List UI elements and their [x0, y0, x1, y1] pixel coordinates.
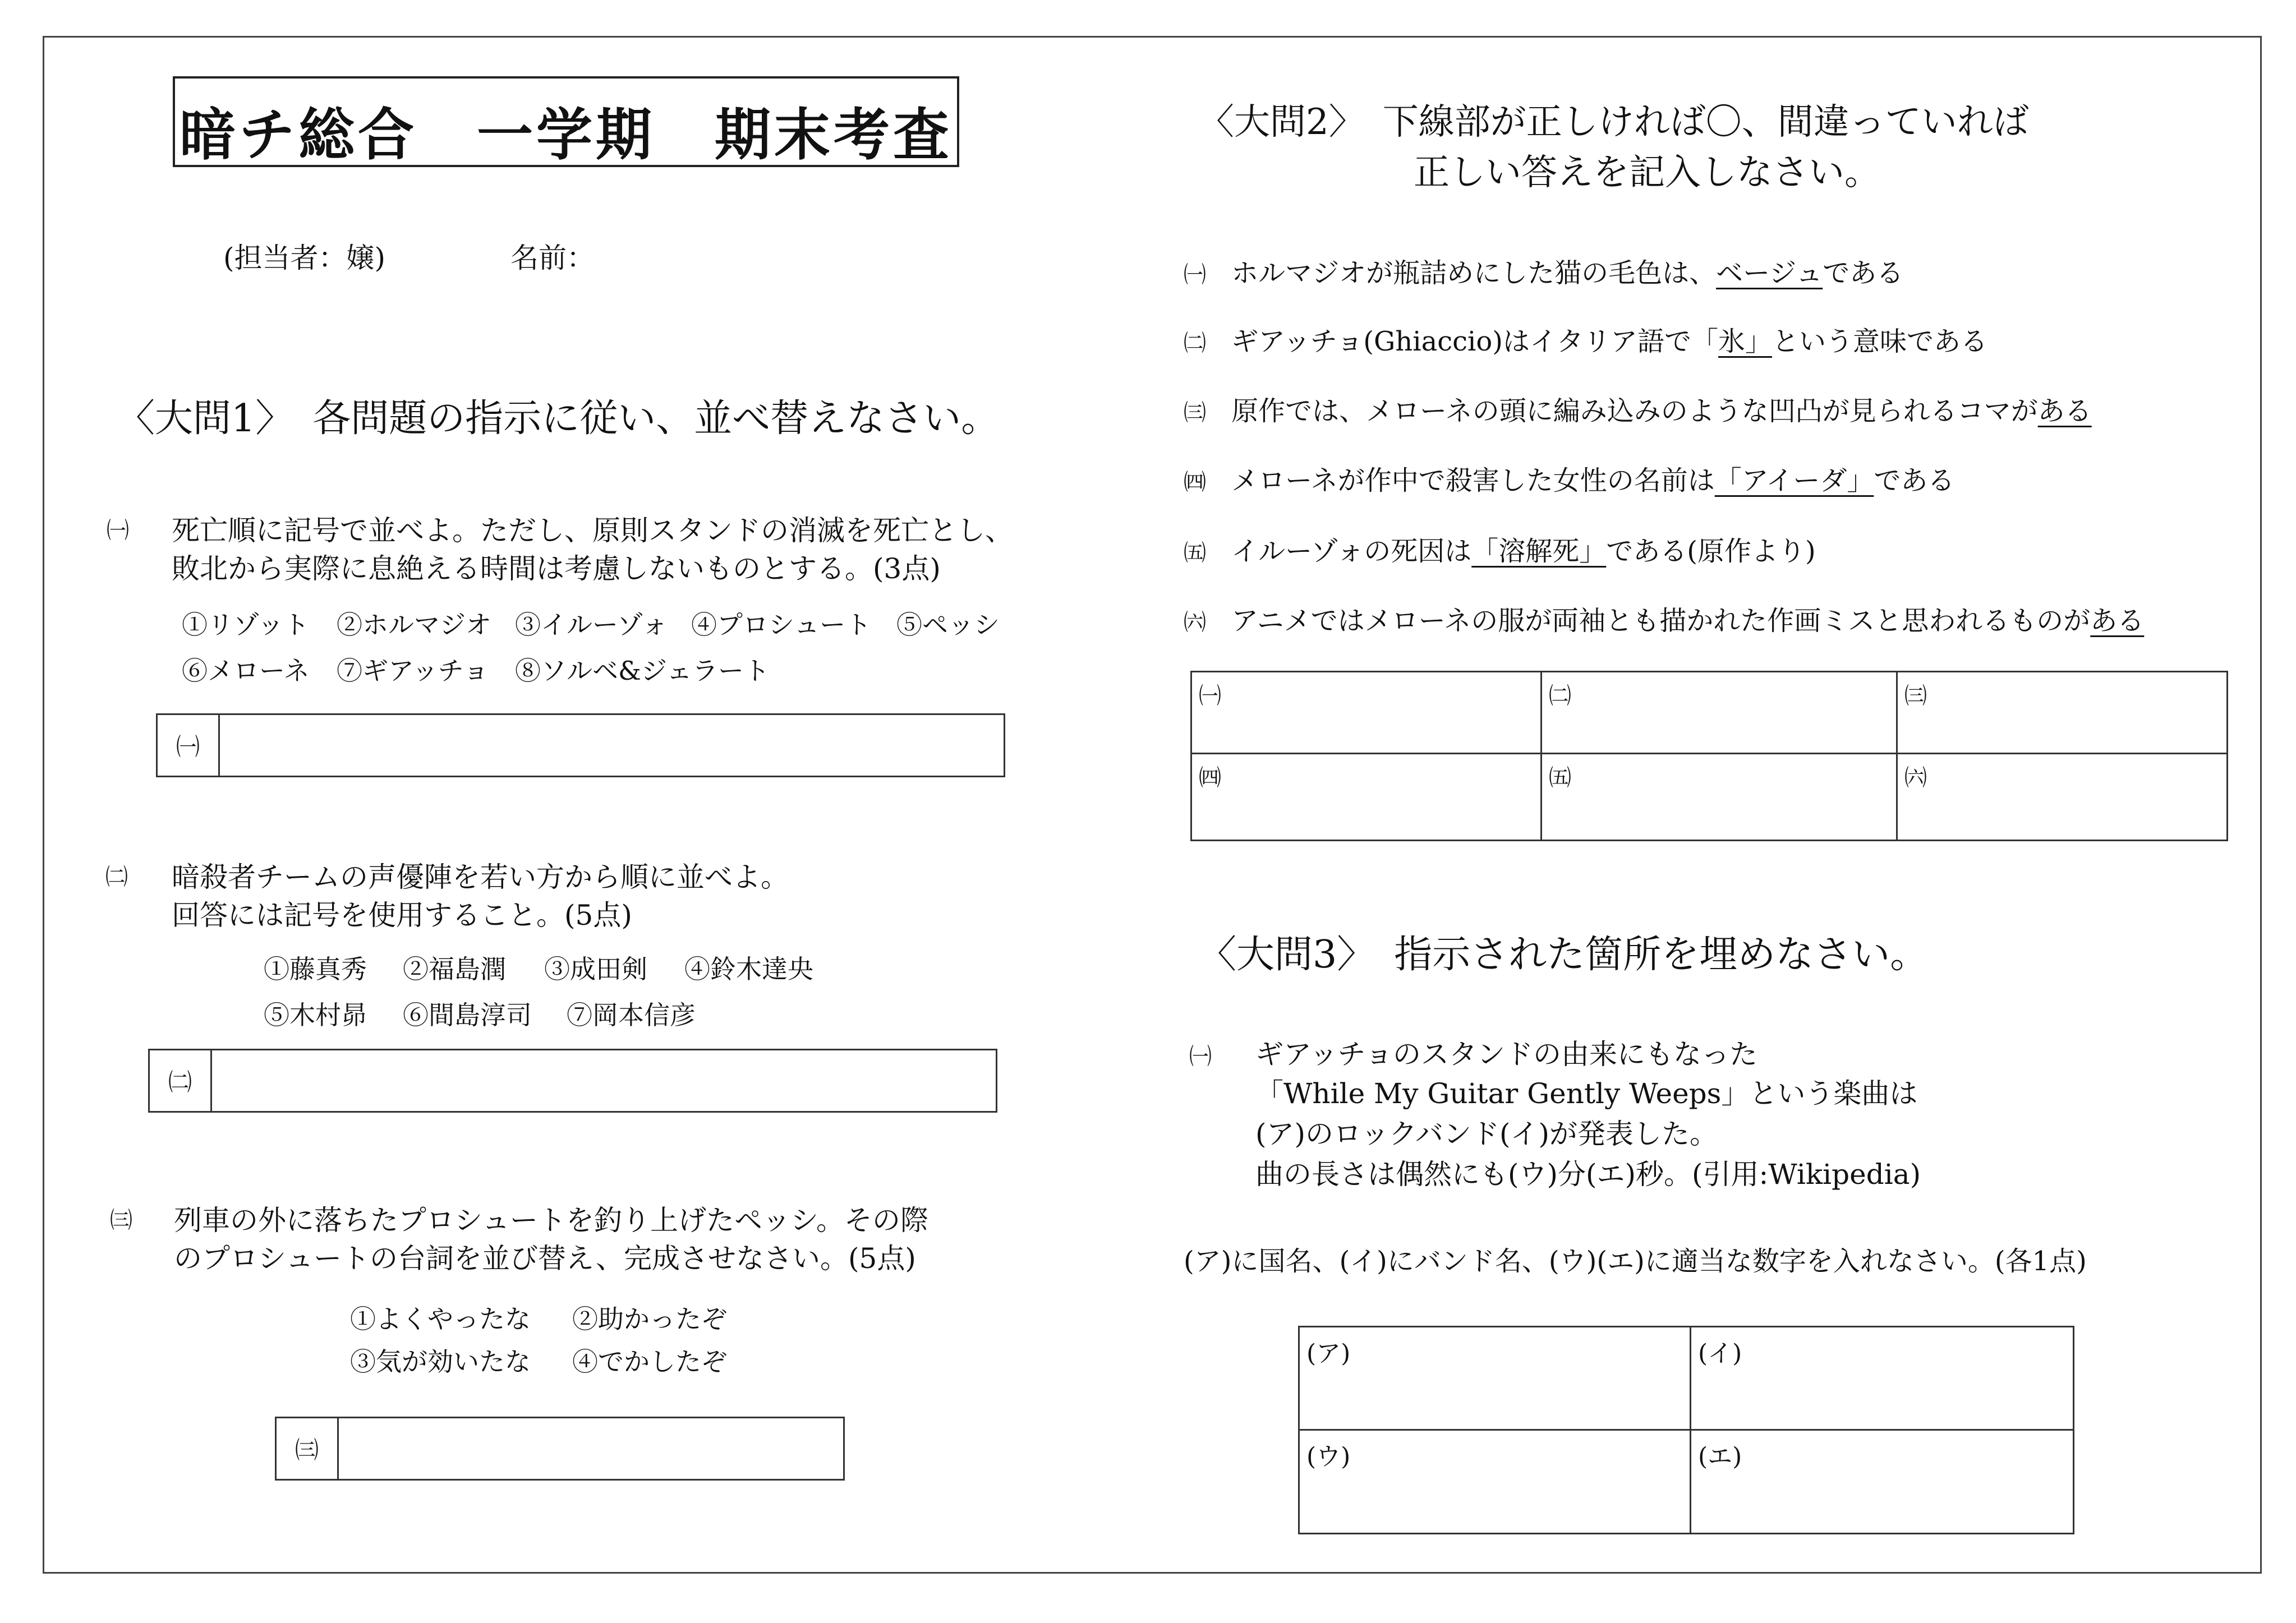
s2-item-text: メローネが作中で殺害した女性の名前は	[1231, 465, 1715, 496]
s3-answer-cell-label: (イ)	[1698, 1339, 1742, 1368]
teacher-label: (担当者：嬢)	[223, 242, 386, 274]
s1-q2-line1: 暗殺者チームの声優陣を若い方から順に並べよ。	[172, 861, 789, 893]
s1-q3-line1: 列車の外に落ちたプロシュートを釣り上げたペッシ。その際	[174, 1204, 928, 1237]
s1-q2-option: ⑥間島淳司	[403, 1000, 532, 1030]
s3-q1-line4: 曲の長さは偶然にも(ウ)分(エ)秒。(引用:Wikipedia)	[1255, 1158, 1921, 1191]
s2-item-mark: ㈡	[1184, 330, 1206, 356]
s3-answer-cell-label: (ウ)	[1306, 1442, 1351, 1471]
s1-q1-mark: ㈠	[107, 518, 129, 543]
s3-answer-cell-label: (エ)	[1698, 1442, 1742, 1471]
section2-heading-line2: 正しい答えを記入しなさい。	[1414, 152, 1880, 193]
s1-q3-option: ②助かったぞ	[572, 1304, 727, 1334]
s1-q2-option: ④鈴木達央	[684, 954, 813, 984]
s1-q1-line1: 死亡順に記号で並べよ。ただし、原則スタンドの消滅を死亡とし、	[172, 514, 1013, 547]
s2-item-underlined: ある	[2037, 395, 2092, 427]
s2-item	[1184, 529, 1816, 568]
answer-box-label: ㈢	[277, 1418, 339, 1479]
answer-box-label: ㈠	[158, 715, 220, 776]
s2-item-text: ギアッチョ(Ghiaccio)はイタリア語で「	[1231, 326, 1718, 357]
s1-q3-mark: ㈢	[110, 1207, 132, 1233]
s2-answer-cell-label: ㈣	[1199, 765, 1221, 791]
section1-heading: 〈大問1〉 各問題の指示に従い、並べ替えなさい。	[117, 396, 1000, 441]
s2-item-underlined: ある	[2090, 605, 2145, 637]
s2-item	[1184, 459, 1954, 497]
s1-q3-line2: のプロシュートの台詞を並び替え、完成させなさい。(5点)	[174, 1242, 916, 1275]
s2-item-mark: ㈢	[1184, 400, 1206, 426]
s2-item-underlined: 「溶解死」	[1471, 536, 1607, 567]
s3-q1-line2: 「While My Guitar Gently Weeps」という楽曲は	[1255, 1077, 1918, 1110]
s2-item-text: である(原作より)	[1606, 536, 1816, 567]
s1-q3-option: ③気が効いたな	[350, 1347, 531, 1377]
s1-q1-option: ⑦ギアッチョ	[337, 656, 489, 686]
s1-q1-option: ⑥メローネ	[182, 656, 310, 686]
s2-item-mark: ㈤	[1184, 540, 1206, 566]
s2-item-text: である	[1823, 257, 1904, 289]
s2-answer-cell-label: ㈡	[1549, 683, 1571, 709]
answer-box-label: ㈡	[150, 1050, 212, 1111]
s2-item-text: 原作では、メローネの頭に編み込みのような凹凸が見られるコマが	[1231, 395, 2038, 427]
s1-q1-line2: 敗北から実際に息絶える時間は考慮しないものとする。(3点)	[172, 552, 941, 585]
s1-q2-option: ①藤真秀	[264, 954, 367, 984]
s3-answer-cell[interactable]	[1300, 1327, 1691, 1431]
s3-answer-cell[interactable]	[1691, 1431, 2073, 1533]
s3-answer-cell-label: (ア)	[1306, 1339, 1351, 1368]
s1-q3-option: ④でかしたぞ	[572, 1347, 727, 1377]
s1-q2-answer-box[interactable]	[148, 1049, 997, 1113]
s3-q1-line3: (ア)のロックバンド(イ)が発表した。	[1255, 1118, 1718, 1150]
s3-instruction: (ア)に国名、(イ)にバンド名、(ウ)(エ)に適当な数字を入れなさい。(各1点)	[1184, 1246, 2087, 1277]
s1-q1-option: ②ホルマジオ	[337, 610, 491, 640]
s2-item-underlined: 氷」	[1718, 326, 1773, 357]
s2-item-text: アニメではメローネの服が両袖とも描かれた作画ミスと思われるものが	[1231, 605, 2091, 637]
s3-q1-line1: ギアッチョのスタンドの由来にもなった	[1255, 1038, 1757, 1071]
s2-item-mark: ㈠	[1184, 262, 1206, 288]
s2-answer-cell-label: ㈤	[1549, 765, 1571, 791]
s2-answer-cell[interactable]	[1898, 672, 2226, 754]
s2-answer-cell[interactable]	[1192, 754, 1542, 840]
s1-q2-option: ③成田剣	[544, 954, 647, 984]
exam-title: 暗チ総合 一学期 期末考査	[180, 102, 953, 168]
s3-answer-cell[interactable]	[1300, 1431, 1691, 1533]
s2-item-text: イルーゾォの死因は	[1231, 536, 1472, 567]
s1-q2-line2: 回答には記号を使用すること。(5点)	[172, 899, 632, 932]
exam-title-box	[173, 76, 959, 167]
s2-item	[1184, 389, 2092, 428]
s1-q2-option: ②福島潤	[403, 954, 506, 984]
s1-q2-option: ⑦岡本信彦	[567, 1000, 696, 1030]
s1-q1-option: ④プロシュート	[691, 610, 872, 640]
s2-item	[1184, 320, 1987, 358]
s3-q1-mark: ㈠	[1189, 1044, 1212, 1069]
s2-answer-grid	[1190, 671, 2228, 841]
s2-item-underlined: 「アイーダ」	[1714, 465, 1874, 496]
s2-answer-cell-label: ㈠	[1199, 683, 1221, 709]
s2-item-mark: ㈣	[1184, 469, 1206, 495]
s1-q1-option: ①リゾット	[182, 610, 310, 640]
s2-item-underlined: ベージュ	[1716, 257, 1823, 289]
s1-q1-option: ③イルーゾォ	[515, 610, 668, 640]
s1-q2-option: ⑤木村昴	[264, 1000, 367, 1030]
s2-answer-cell-label: ㈥	[1904, 765, 1927, 791]
s2-item-mark: ㈥	[1184, 610, 1206, 635]
s2-answer-cell[interactable]	[1898, 754, 2226, 840]
s1-q2-mark: ㈡	[105, 864, 128, 890]
s1-q1-option: ⑧ソルベ&ジェラート	[515, 656, 770, 686]
name-label: 名前：	[510, 242, 595, 274]
s2-item	[1184, 251, 1903, 290]
s2-item	[1184, 599, 2144, 638]
s1-q3-option: ①よくやったな	[350, 1304, 531, 1334]
s3-answer-cell[interactable]	[1691, 1327, 2073, 1431]
section2-heading-line1: 〈大問2〉 下線部が正しければ〇、間違っていれば	[1198, 102, 2029, 143]
s3-answer-grid	[1298, 1326, 2074, 1534]
s2-answer-cell[interactable]	[1542, 672, 1898, 754]
s2-answer-cell-label: ㈢	[1904, 683, 1927, 709]
s2-answer-cell[interactable]	[1542, 754, 1898, 840]
s2-item-text: である	[1874, 465, 1955, 496]
s2-item-text: という意味である	[1772, 326, 1988, 357]
s2-answer-cell[interactable]	[1192, 672, 1542, 754]
s1-q1-option: ⑤ペッシ	[896, 610, 1000, 640]
section3-heading: 〈大問3〉 指示された箇所を埋めなさい。	[1198, 933, 1929, 977]
s1-q3-answer-box[interactable]	[275, 1417, 845, 1481]
s2-item-text: ホルマジオが瓶詰めにした猫の毛色は、	[1231, 257, 1717, 289]
s1-q1-answer-box[interactable]	[156, 713, 1005, 777]
